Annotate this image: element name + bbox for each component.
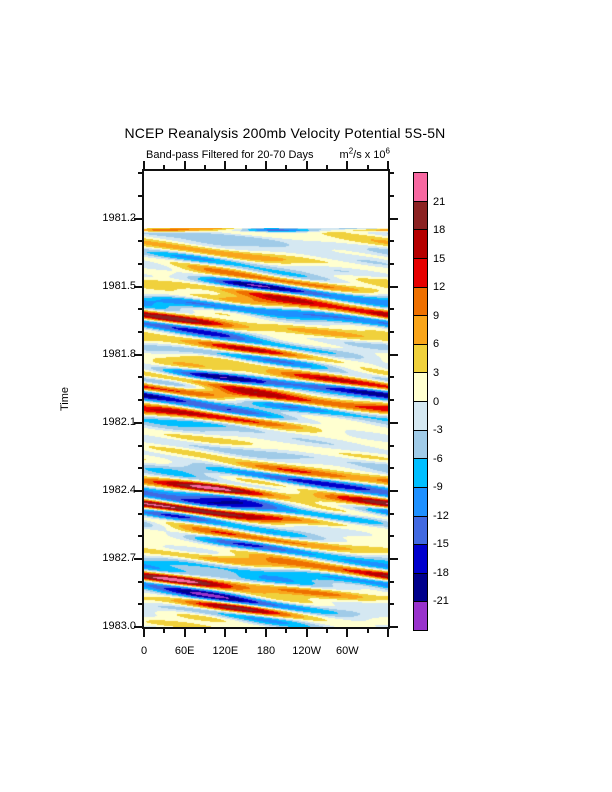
x-major-tick xyxy=(265,629,267,637)
colorbar-segment xyxy=(414,401,427,430)
colorbar-segment xyxy=(414,573,427,602)
y-minor-tick xyxy=(390,376,394,378)
x-minor-tick xyxy=(326,629,328,633)
colorbar-segment xyxy=(414,458,427,487)
y-minor-tick xyxy=(138,513,142,515)
colorbar-segment xyxy=(414,315,427,344)
colorbar-segment xyxy=(414,430,427,459)
y-major-tick xyxy=(390,490,398,492)
y-minor-tick xyxy=(390,467,394,469)
x-major-tick xyxy=(387,629,389,637)
x-tick-label: 120W xyxy=(292,645,322,657)
x-minor-tick xyxy=(285,629,287,633)
y-minor-tick xyxy=(138,399,142,401)
y-minor-tick xyxy=(390,581,394,583)
x-minor-tick xyxy=(367,165,369,169)
y-tick-label: 1983.0 xyxy=(102,620,136,632)
x-minor-tick xyxy=(285,165,287,169)
y-minor-tick xyxy=(390,263,394,265)
y-tick-label: 1982.4 xyxy=(102,483,136,496)
x-minor-tick xyxy=(245,165,247,169)
y-axis-title: Time xyxy=(59,386,71,412)
y-minor-tick xyxy=(390,240,394,242)
y-tick-label: 1981.5 xyxy=(102,279,136,292)
y-minor-tick xyxy=(138,467,142,469)
colorbar-tick-label: 3 xyxy=(433,366,440,379)
colorbar-segment xyxy=(414,344,427,373)
colorbar-segment xyxy=(414,516,427,545)
x-major-tick xyxy=(184,629,186,637)
x-minor-tick xyxy=(326,165,328,169)
colorbar-tick-label: -3 xyxy=(433,424,443,437)
y-minor-tick xyxy=(138,195,142,197)
y-minor-tick xyxy=(390,603,394,605)
x-major-tick xyxy=(387,161,389,169)
colorbar-tick-label: 21 xyxy=(433,195,446,208)
x-minor-tick xyxy=(163,165,165,169)
y-minor-tick xyxy=(138,240,142,242)
y-minor-tick xyxy=(138,581,142,583)
chart-title: NCEP Reanalysis 200mb Velocity Potential 5S-5N xyxy=(124,125,446,141)
colorbar-segment xyxy=(414,229,427,258)
y-minor-tick xyxy=(138,445,142,447)
units-mid: /s x 10 xyxy=(353,149,386,161)
colorbar-tick-label: -6 xyxy=(433,452,443,465)
units-base: m xyxy=(339,149,349,161)
y-minor-tick xyxy=(390,445,394,447)
x-major-tick xyxy=(346,161,348,169)
colorbar-tick-label: -12 xyxy=(433,509,449,522)
colorbar-segment xyxy=(414,173,427,201)
y-major-tick xyxy=(390,626,398,628)
colorbar-tick-label: 6 xyxy=(433,338,440,351)
colorbar-segment xyxy=(414,544,427,573)
x-major-tick xyxy=(224,629,226,637)
x-major-tick xyxy=(306,161,308,169)
y-tick-label: 1981.8 xyxy=(102,347,136,360)
colorbar-tick-label: -18 xyxy=(433,566,449,579)
x-major-tick xyxy=(143,629,145,637)
chart-subtitle: Band-pass Filtered for 20-70 Days xyxy=(146,149,314,161)
colorbar-segment xyxy=(414,258,427,287)
y-major-tick xyxy=(390,286,398,288)
y-minor-tick xyxy=(390,172,394,174)
y-minor-tick xyxy=(138,331,142,333)
colorbar-tick-label: 18 xyxy=(433,224,446,237)
colorbar xyxy=(413,172,428,631)
x-minor-tick xyxy=(163,629,165,633)
y-minor-tick xyxy=(390,399,394,401)
x-tick-label: 0 xyxy=(140,645,148,657)
x-tick-label: 60W xyxy=(336,645,359,657)
colorbar-tick-label: 15 xyxy=(433,252,446,265)
y-major-tick xyxy=(390,354,398,356)
x-major-tick xyxy=(184,161,186,169)
y-minor-tick xyxy=(138,376,142,378)
y-minor-tick xyxy=(390,195,394,197)
y-minor-tick xyxy=(138,263,142,265)
x-minor-tick xyxy=(245,629,247,633)
colorbar-tick-label: 9 xyxy=(433,309,440,322)
y-minor-tick xyxy=(390,308,394,310)
colorbar-tick-label: -15 xyxy=(433,538,449,551)
colorbar-tick-label: 0 xyxy=(433,395,440,408)
y-tick-label: 1981.2 xyxy=(102,211,136,224)
x-tick-label: 120E xyxy=(212,645,239,657)
colorbar-tick-label: -21 xyxy=(433,595,449,608)
x-minor-tick xyxy=(367,629,369,633)
x-minor-tick xyxy=(204,629,206,633)
colorbar-segment xyxy=(414,487,427,516)
y-minor-tick xyxy=(390,513,394,515)
y-minor-tick xyxy=(138,603,142,605)
units-label xyxy=(280,146,390,161)
y-minor-tick xyxy=(138,308,142,310)
x-major-tick xyxy=(306,629,308,637)
y-major-tick xyxy=(390,558,398,560)
y-major-tick xyxy=(390,422,398,424)
x-major-tick xyxy=(143,161,145,169)
colorbar-segment xyxy=(414,372,427,401)
y-tick-label: 1982.1 xyxy=(102,415,136,428)
y-tick-label: 1982.7 xyxy=(102,551,136,564)
colorbar-segment xyxy=(414,287,427,316)
colorbar-tick-label: 12 xyxy=(433,281,446,294)
units-exponent-1: 2 xyxy=(348,146,354,156)
x-tick-label: 60E xyxy=(174,645,195,657)
colorbar-segment xyxy=(414,601,427,630)
x-minor-tick xyxy=(204,165,206,169)
y-minor-tick xyxy=(390,535,394,537)
y-minor-tick xyxy=(138,535,142,537)
hovmoller-field-canvas xyxy=(144,228,388,627)
y-major-tick xyxy=(390,218,398,220)
colorbar-segment xyxy=(414,201,427,230)
x-major-tick xyxy=(346,629,348,637)
x-major-tick xyxy=(224,161,226,169)
x-major-tick xyxy=(265,161,267,169)
y-minor-tick xyxy=(138,172,142,174)
x-tick-label: 180 xyxy=(256,645,276,657)
y-minor-tick xyxy=(390,331,394,333)
units-exponent-2: 6 xyxy=(385,146,390,156)
colorbar-tick-label: -9 xyxy=(433,481,443,494)
